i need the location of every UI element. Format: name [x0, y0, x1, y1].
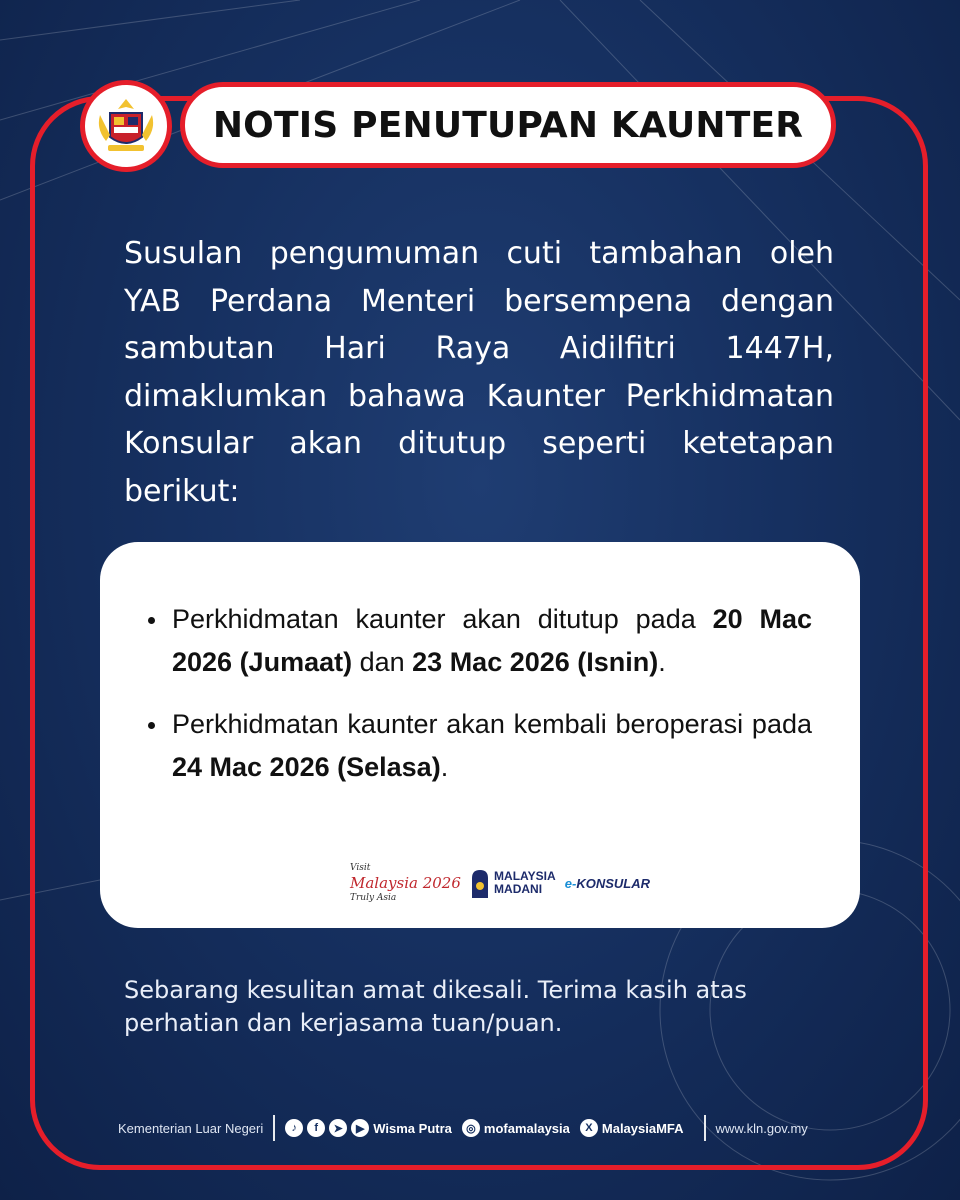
youtube-icon[interactable]: ▶: [351, 1119, 369, 1137]
ministry-name: Kementerian Luar Negeri: [118, 1120, 264, 1136]
title-banner: [180, 82, 836, 168]
visit-malaysia-logo: [350, 861, 461, 906]
telegram-icon[interactable]: ➤: [329, 1119, 347, 1137]
coat-of-arms-logo: [80, 80, 172, 172]
item-text: Perkhidmatan kaunter akan kembali beroperasi pada: [172, 709, 812, 739]
notice-card: [100, 542, 860, 928]
item-text: Perkhidmatan kaunter akan ditutup pada: [172, 604, 713, 634]
facebook-icon[interactable]: f: [307, 1119, 325, 1137]
intro-paragraph: Susulan pengumuman cuti tambahan oleh YAB Perdana Menteri bersempena dengan sambutan Hari Raya Aidilfitri 1447H, dimaklumkan bahawa Kaunter Perkhidmatan Konsular akan ditutup seperti ketetapan berikut:: [124, 236, 834, 509]
item-text: .: [440, 751, 449, 782]
ekonsular-logo: [565, 876, 650, 891]
notice-list: [148, 598, 812, 808]
closure-date-1: 20 Mac 2026 (Jumaat): [172, 604, 812, 677]
tiktok-icon[interactable]: ♪: [285, 1119, 303, 1137]
x-icon[interactable]: X: [580, 1119, 598, 1137]
logo-text: Malaysia 2026: [350, 873, 461, 892]
list-item: [148, 598, 812, 683]
reopen-date: 24 Mac 2026 (Selasa): [172, 751, 441, 782]
instagram-handle[interactable]: mofamalaysia: [483, 1120, 570, 1136]
malaysia-madani-logo: [470, 868, 556, 898]
item-text: dan: [352, 646, 413, 677]
footer: [118, 1114, 848, 1142]
logo-text: Truly Asia: [350, 892, 397, 903]
closing-paragraph: Sebarang kesulitan amat dikesali. Terima kasih atas perhatian dan kerjasama tuan/puan.: [124, 976, 747, 1037]
logo-text: MALAYSIA: [494, 869, 556, 883]
partner-logos: [350, 860, 650, 906]
closure-date-2: 23 Mac 2026 (Isnin): [412, 646, 659, 677]
x-handle[interactable]: MalaysiaMFA: [601, 1120, 684, 1136]
logo-text: KONSULAR: [576, 875, 650, 891]
divider: [704, 1115, 706, 1141]
logo-text: MADANI: [494, 882, 543, 896]
logo-text: e-: [564, 875, 577, 891]
wisma-putra-handle[interactable]: Wisma Putra: [373, 1120, 452, 1136]
logo-text: Visit: [350, 862, 371, 873]
divider: [273, 1115, 275, 1141]
madani-hand-icon: [470, 868, 490, 898]
item-text: .: [658, 646, 666, 677]
website-link[interactable]: www.kln.gov.my: [715, 1120, 808, 1136]
instagram-icon[interactable]: ◎: [462, 1119, 480, 1137]
list-item: [148, 703, 812, 788]
page-title: NOTIS PENUTUPAN KAUNTER: [212, 104, 804, 146]
